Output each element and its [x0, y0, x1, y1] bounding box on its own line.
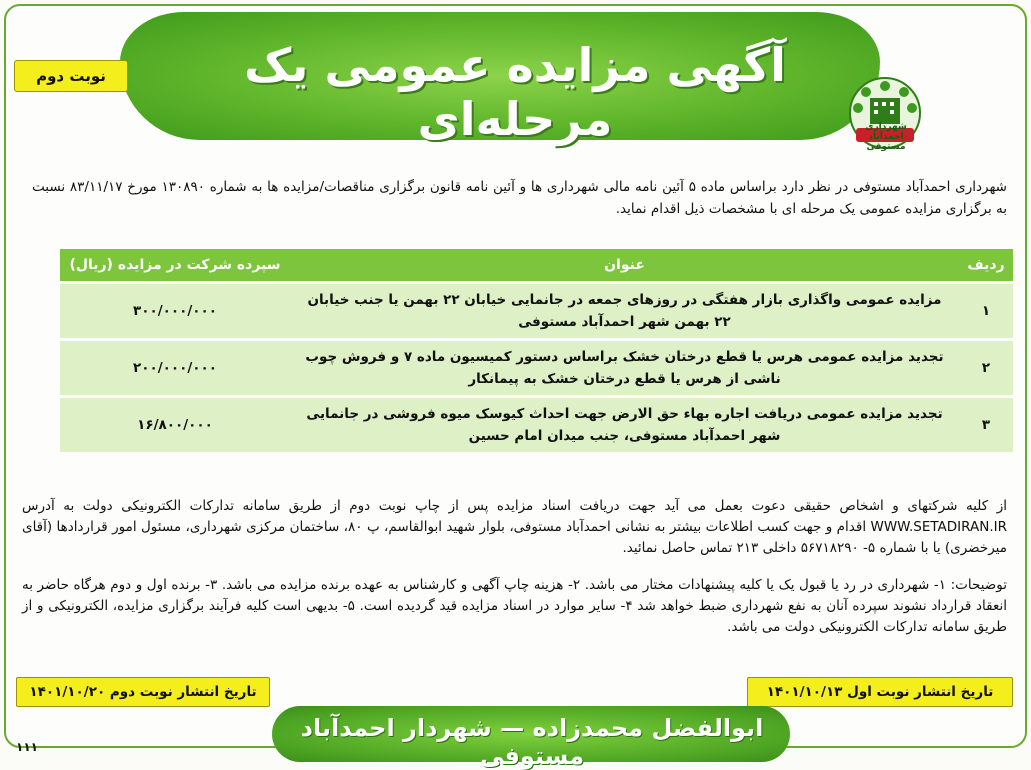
header-subject: عنوان [290, 249, 959, 281]
round-badge: نوبت دوم [14, 60, 128, 92]
row-deposit: ۳۰۰/۰۰۰/۰۰۰ [60, 284, 290, 338]
row-number: ۲ [959, 341, 1013, 395]
page-number: ۱۱۱ [16, 740, 38, 754]
header-deposit: سپرده شرکت در مزایده (ریال) [60, 249, 290, 281]
row-subject: تجدید مزایده عمومی هرس یا قطع درختان خشک براساس دستور کمیسیون ماده ۷ و فروش چوب ناشی از هرس یا قطع درختان خشک به پیمانکار [290, 341, 959, 395]
row-number: ۱ [959, 284, 1013, 338]
table-row [60, 398, 1013, 452]
row-number: ۳ [959, 398, 1013, 452]
notes-paragraph: توضیحات: ۱- شهرداری در رد یا قبول یک یا کلیه پیشنهادات مختار می باشد. ۲- هزینه چاپ آگهی و کارشناس به عهده برنده مزایده می باشد. ۳- برنده اول و دوم هرگاه حاضر به انعقاد قرارداد نشوند سپرده آنان به نفع شهرداری ضبط خواهد شد ۴- سایر موارد در اسناد مزایده قید گردیده است. ۵- بدیهی است کلیه فرآیند برگزاری مزایده، الکترونیکی و از طریق سامانه تدارکات الکترونیکی دولت می باشد. [22, 577, 1007, 635]
row-deposit: ۲۰۰/۰۰۰/۰۰۰ [60, 341, 290, 395]
auction-items-table [60, 246, 1013, 455]
table-row [60, 284, 1013, 338]
page-title: آگهی مزایده عمومی یک مرحله‌ای [244, 38, 786, 146]
row-deposit: ۱۶/۸۰۰/۰۰۰ [60, 398, 290, 452]
table-header-row [60, 249, 1013, 281]
row-subject: مزایده عمومی واگذاری بازار هفتگی در روزهای جمعه در جانمایی خیابان ۲۲ بهمن یا جنب خیابان ۲۲ بهمن شهر احمدآباد مستوفی [290, 284, 959, 338]
intro-paragraph: شهرداری احمدآباد مستوفی در نظر دارد براساس ماده ۵ آئین نامه مالی شهرداری ها و آئین نامه قانون برگزاری مناقصات/مزایده ها به شماره ۱۳۰۸۹۰ مورخ ۸۳/۱۱/۱۷ نسبت به برگزاری مزایده عمومی یک مرحله ای با مشخصات ذیل اقدام نماید. [32, 179, 1007, 217]
row-subject: تجدید مزایده عمومی دریافت اجاره بهاء حق الارض جهت احداث کیوسک میوه فروشی در جانمایی شهر احمدآباد مستوفی، جنب میدان امام حسین [290, 398, 959, 452]
mayor-signature: ابوالفضل محمدزاده — شهردار احمدآباد مستوفی [300, 714, 764, 770]
header-row-number: ردیف [959, 249, 1013, 281]
logo-text: شهرداری احمدآباد مستوفی [865, 122, 907, 152]
first-publish-date: تاریخ انتشار نوبت اول ۱۴۰۱/۱۰/۱۳ [747, 677, 1013, 707]
invitation-paragraph: از کلیه شرکتهای و اشخاص حقیقی دعوت بعمل می آید جهت دریافت اسناد مزایده پس از چاپ نوبت دوم از طریق سامانه تدارکات الکترونیکی دولت به آدرس WWW.SETADIRAN.IR اقدام و جهت کسب اطلاعات بیشتر به نشانی احمدآباد مستوفی، بلوار شهید ابوالقاسم، پ ۸۰، ساختمان مرکزی شهرداری، مسئول امور قراردادها (آقای میرخضری) یا با شماره ۵- ۵۶۷۱۸۲۹۰ داخلی ۲۱۳ تماس حاصل نمائید. [22, 498, 1007, 556]
table-row [60, 341, 1013, 395]
second-publish-date: تاریخ انتشار نوبت دوم ۱۴۰۱/۱۰/۲۰ [16, 677, 270, 707]
